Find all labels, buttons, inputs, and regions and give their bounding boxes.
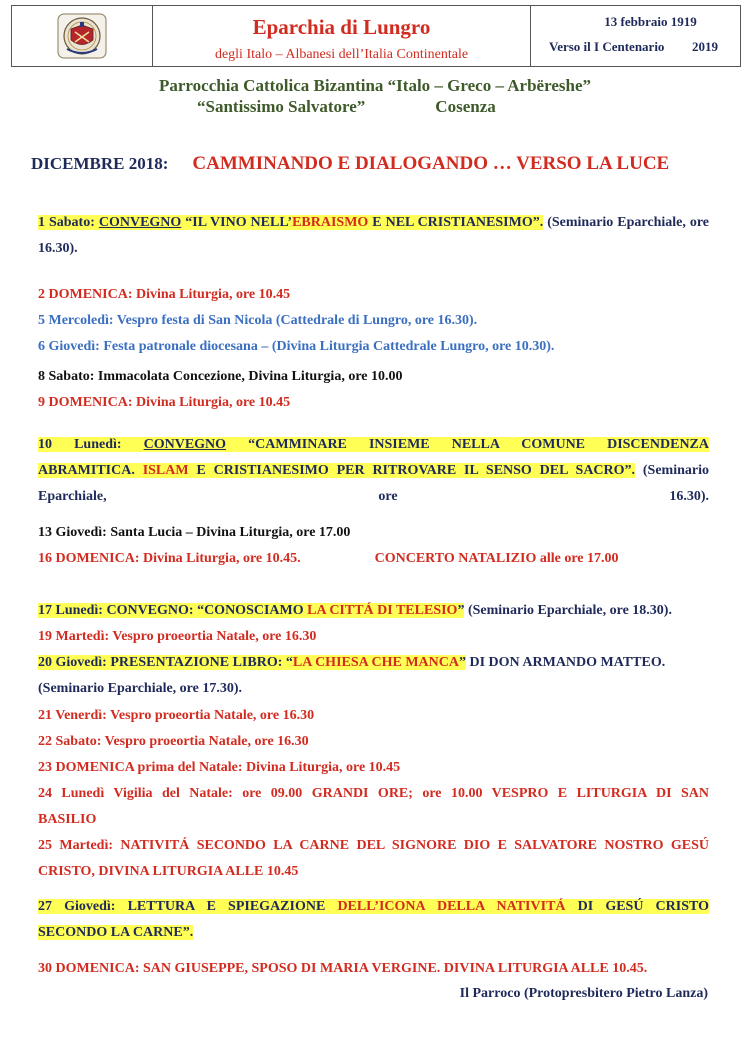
parish-line: Parrocchia Cattolica Bizantina “Italo – Greco – Arbëreshe” — [158, 76, 591, 95]
entry-text: 27 Giovedì: LETTURA E SPIEGAZIONE — [38, 899, 338, 914]
entry-text: “IL VINO NELL’ — [181, 215, 293, 230]
event-type: CONVEGNO — [98, 215, 182, 230]
entry-text: 24 Lunedì Vigilia del Natale: ore 09.00 GRANDI ORE; ore 10.00 VESPRO E LITURGIA DI SAN — [38, 786, 709, 801]
entry-dec-13: 13 Giovedì: Santa Lucia – Divina Liturgia, ore 17.00 — [38, 525, 351, 540]
entry-keyword: LA CHIESA CHE MANCA — [292, 655, 459, 670]
entry-dec-25 — [38, 833, 709, 885]
signature: Il Parroco (Protopresbitero Pietro Lanza) — [459, 986, 708, 1001]
entry-dec-8: 8 Sabato: Immacolata Concezione, Divina Liturgia, ore 10.00 — [38, 369, 403, 384]
entry-dec-27 — [38, 894, 709, 946]
entry-dec-6: 6 Giovedì: Festa patronale diocesana – (Divina Liturgia Cattedrale Lungro, ore 10.30). — [38, 339, 555, 354]
entry-location: (Seminario Eparchiale, ore 16.30). — [38, 215, 709, 256]
date-cell — [531, 6, 740, 66]
entry-dec-1 — [38, 210, 709, 262]
entry-dec-21: 21 Venerdì: Vespro proeortia Natale, ore 16.30 — [38, 708, 315, 723]
entry-dec-16 — [38, 546, 709, 572]
founding-date: 13 febbraio 1919 — [604, 14, 697, 29]
entry-text: ” — [458, 655, 466, 670]
entry-dec-19: 19 Martedì: Vespro proeortia Natale, ore 16.30 — [38, 629, 317, 644]
entry-dec-9: 9 DOMENICA: Divina Liturgia, ore 10.45 — [38, 395, 291, 410]
entry-location: (Seminario Eparchiale, ore 17.30). — [38, 681, 243, 696]
entry-dec-17 — [38, 598, 709, 624]
parish-city: Cosenza — [435, 97, 496, 116]
entry-dec-24 — [38, 781, 709, 833]
entry-keyword: DELL’ICONA DELLA NATIVITÁ — [337, 899, 566, 914]
event-type: CONVEGNO — [143, 437, 227, 452]
month-theme: CAMMINANDO E DIALOGANDO … VERSO LA LUCE — [192, 153, 670, 174]
entry-dec-23: 23 DOMENICA prima del Natale: Divina Liturgia, ore 10.45 — [38, 760, 401, 775]
concert-note: CONCERTO NATALIZIO alle ore 17.00 — [374, 551, 619, 566]
entry-text: BASILIO — [38, 812, 97, 827]
entry-text: ” — [457, 603, 465, 618]
entry-dec-5: 5 Mercoledì: Vespro festa di San Nicola (Cattedrale di Lungro, ore 16.30). — [38, 313, 478, 328]
entry-keyword: ISLAM — [142, 463, 189, 478]
parish-name: “Santissimo Salvatore” — [197, 97, 366, 116]
entry-text: CRISTO, DIVINA LITURGIA ALLE 10.45 — [38, 864, 299, 879]
entry-keyword: LA CITTÁ DI TELESIO — [307, 603, 458, 618]
entry-text: E NEL CRISTIANESIMO”. — [368, 215, 544, 230]
entry-date: 1 Sabato: — [38, 215, 99, 230]
entry-dec-2: 2 DOMENICA: Divina Liturgia, ore 10.45 — [38, 287, 291, 302]
entry-dec-10 — [38, 432, 709, 510]
entry-text: 25 Martedì: NATIVITÁ SECONDO LA CARNE DEL SIGNORE DIO E SALVATORE NOSTRO GESÚ — [38, 838, 709, 853]
entry-dec-30: 30 DOMENICA: SAN GIUSEPPE, SPOSO DI MARIA VERGINE. DIVINA LITURGIA ALLE 10.45. — [38, 961, 648, 976]
entry-location: (Seminario Eparchiale, ore 18.30). — [464, 603, 672, 618]
entry-text: 20 Giovedì: PRESENTAZIONE LIBRO: “ — [38, 655, 293, 670]
entry-text: DI GESÚ CRISTO — [565, 899, 709, 914]
parish-name-line — [197, 97, 496, 117]
month-heading — [31, 153, 669, 175]
eparchy-title: Eparchia di Lungro — [252, 15, 431, 39]
entry-dec-22: 22 Sabato: Vespro proeortia Natale, ore 16.30 — [38, 734, 309, 749]
entry-location: (Seminario Eparchiale, ore 16.30). — [38, 463, 709, 504]
entry-keyword: EBRAISMO — [292, 215, 369, 230]
entry-text: DI DON ARMANDO MATTEO. — [465, 655, 666, 670]
logo-cell — [12, 6, 153, 66]
letterhead — [11, 5, 741, 67]
month-label: DICEMBRE 2018: — [31, 154, 169, 173]
entry-text: E CRISTIANESIMO PER RITROVARE IL SENSO DEL SACRO”. — [188, 463, 636, 478]
eparchy-subtitle: degli Italo – Albanesi dell’Italia Continentale — [214, 47, 469, 62]
centenary-label: Verso il I Centenario — [549, 39, 665, 54]
entry-date: 10 Lunedì: — [38, 437, 144, 452]
entry-text: 17 Lunedì: CONVEGNO: “CONOSCIAMO — [38, 603, 308, 618]
eparchy-seal-icon — [57, 13, 107, 59]
entry-text: 16 DOMENICA: Divina Liturgia, ore 10.45. — [38, 551, 301, 566]
title-cell — [153, 6, 531, 66]
centenary-year: 2019 — [692, 39, 718, 54]
entry-dec-20 — [38, 650, 709, 702]
entry-text: ABRAMITICA. — [38, 463, 143, 478]
entry-text: SECONDO LA CARNE”. — [38, 925, 194, 940]
centenary-line — [531, 39, 740, 55]
entry-text: “CAMMINARE INSIEME NELLA COMUNE DISCENDENZA — [226, 437, 710, 452]
